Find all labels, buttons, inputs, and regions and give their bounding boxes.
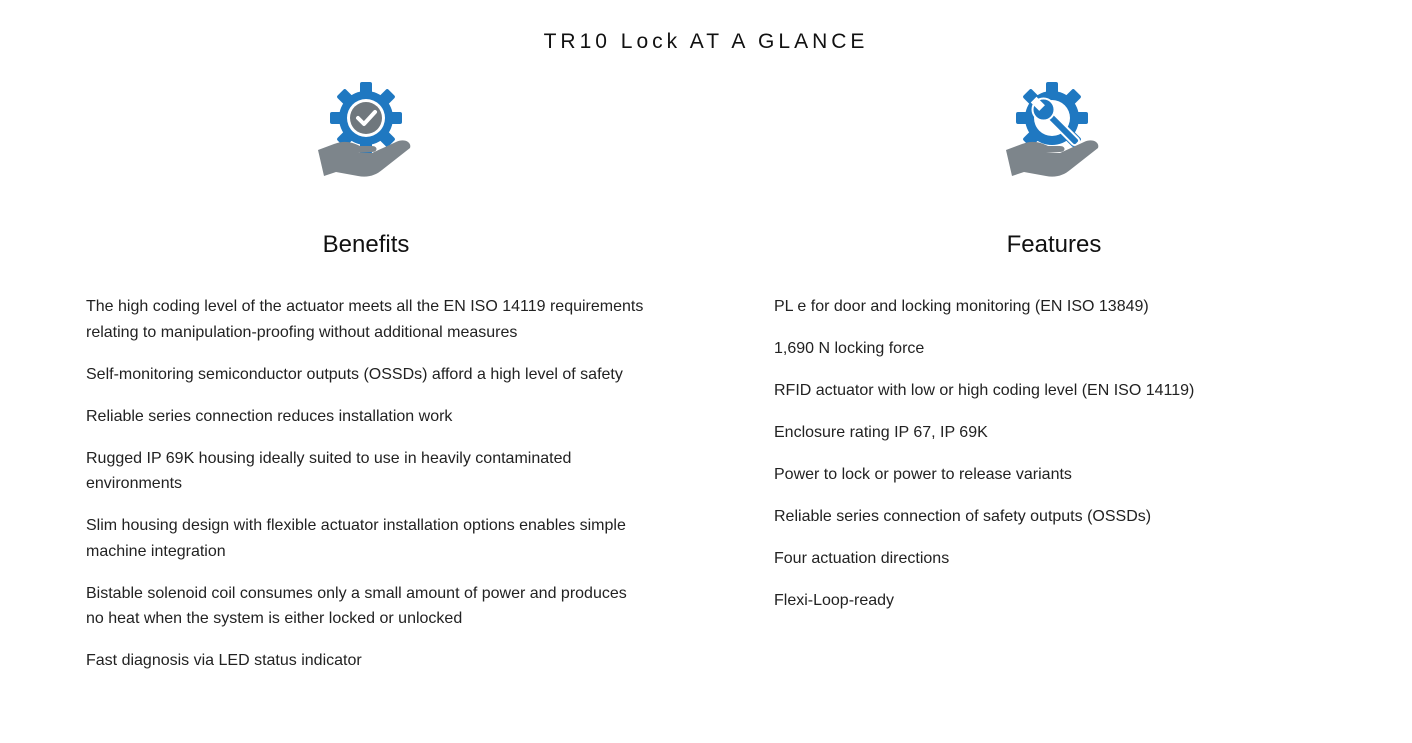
gear-check-hand-icon xyxy=(316,80,416,186)
list-item: Reliable series connection reduces installation work xyxy=(86,407,453,425)
list-item: Power to lock or power to release variants xyxy=(774,466,1072,483)
list-item: The high coding level of the actuator meets all the EN ISO 14119 requirements relating to manipulation-proofing without additional measures xyxy=(86,298,644,341)
features-heading: Features xyxy=(1006,231,1102,258)
benefits-list xyxy=(86,294,646,690)
benefits-heading: Benefits xyxy=(322,231,410,258)
list-item: Flexi-Loop-ready xyxy=(774,592,895,609)
list-item: Enclosure rating IP 67, IP 69K xyxy=(774,424,988,441)
list-item: 1,690 N locking force xyxy=(774,340,925,357)
list-item: Reliable series connection of safety outputs (OSSDs) xyxy=(774,508,1152,525)
features-list xyxy=(774,294,1334,630)
list-item: Rugged IP 69K housing ideally suited to use in heavily contaminated environments xyxy=(86,449,572,492)
list-item: Slim housing design with flexible actuator installation options enables simple machine integration xyxy=(86,517,626,560)
list-item: RFID actuator with low or high coding level (EN ISO 14119) xyxy=(774,382,1195,399)
list-item: Fast diagnosis via LED status indicator xyxy=(86,652,362,669)
list-item: Self-monitoring semiconductor outputs (OSSDs) afford a high level of safety xyxy=(86,365,623,383)
list-item: Bistable solenoid coil consumes only a small amount of power and produces no heat when the system is either locked or unlocked xyxy=(86,584,627,627)
list-item: PL e for door and locking monitoring (EN ISO 13849) xyxy=(774,298,1149,315)
page-title: TR10 Lock AT A GLANCE xyxy=(543,30,869,54)
gear-wrench-hand-icon xyxy=(1004,80,1104,186)
list-item: Four actuation directions xyxy=(774,550,950,567)
